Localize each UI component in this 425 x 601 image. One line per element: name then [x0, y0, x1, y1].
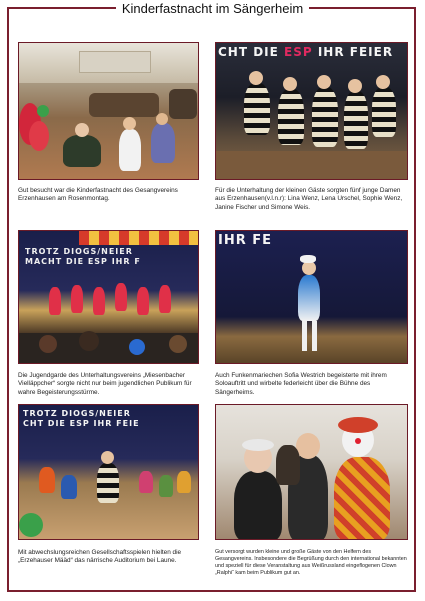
stage-banner: IHR FE [218, 233, 273, 248]
photo-hall-dancing [18, 42, 199, 180]
caption-4: Auch Funkenmariechen Sofia Westrich begeisterte mit ihrem Soloauftritt und wirbelte federleicht über die Bühne des Sängerheims. [215, 372, 387, 396]
photo-funkenmariechen [215, 230, 408, 364]
page-title: Kinderfastnacht im Sängerheim [116, 1, 309, 16]
title-bar [0, 1, 425, 25]
photo-dance-group [18, 230, 199, 364]
caption-3: Die Jugendgarde des Unterhaltungsvereins „Miesenbacher Vielläppcher“ sorgte nicht nur beim jugendlichen Publikum für wahre Begeisterungsstürme. [18, 372, 192, 396]
caption-1: Gut besucht war die Kinderfastnacht des Gesangvereins Erzenhausen am Rosenmontag. [18, 187, 178, 203]
caption-5: Mit abwechslungsreichen Gesellschaftsspielen hielten die „Erzehauser Määd“ das närrische Auditorium bei Laune. [18, 549, 182, 565]
photo-stage-girls [215, 42, 408, 180]
stage-banner: TROTZ DIOGS/NEIER CHT DIE ESP IHR FEIE [23, 409, 140, 428]
photo-party-games [18, 404, 199, 540]
photo-helpers-clown [215, 404, 408, 540]
caption-6: Gut versorgt wurden kleine und große Gäste von den Helfern des Gesangvereins. Insbesondere die Begrüßung durch den international bekannten und speziell für diese Veranstaltung aus Weißrussland eingeflogenen Clown „Ralphi“ kam beim Publikum gut an. [215, 549, 407, 576]
stage-banner: TROTZ DIOGS/NEIER MACHT DIE ESP IHR F [25, 247, 141, 266]
caption-2: Für die Unterhaltung der kleinen Gäste sorgten fünf junge Damen aus Erzenhausen(v.l.n.r): Lina Wenz, Lena Urschel, Sophie Wenz, Janine Fischer und Simone Weis. [215, 187, 403, 211]
stage-banner: CHT DIE ESP IHR FEIER [218, 45, 394, 59]
